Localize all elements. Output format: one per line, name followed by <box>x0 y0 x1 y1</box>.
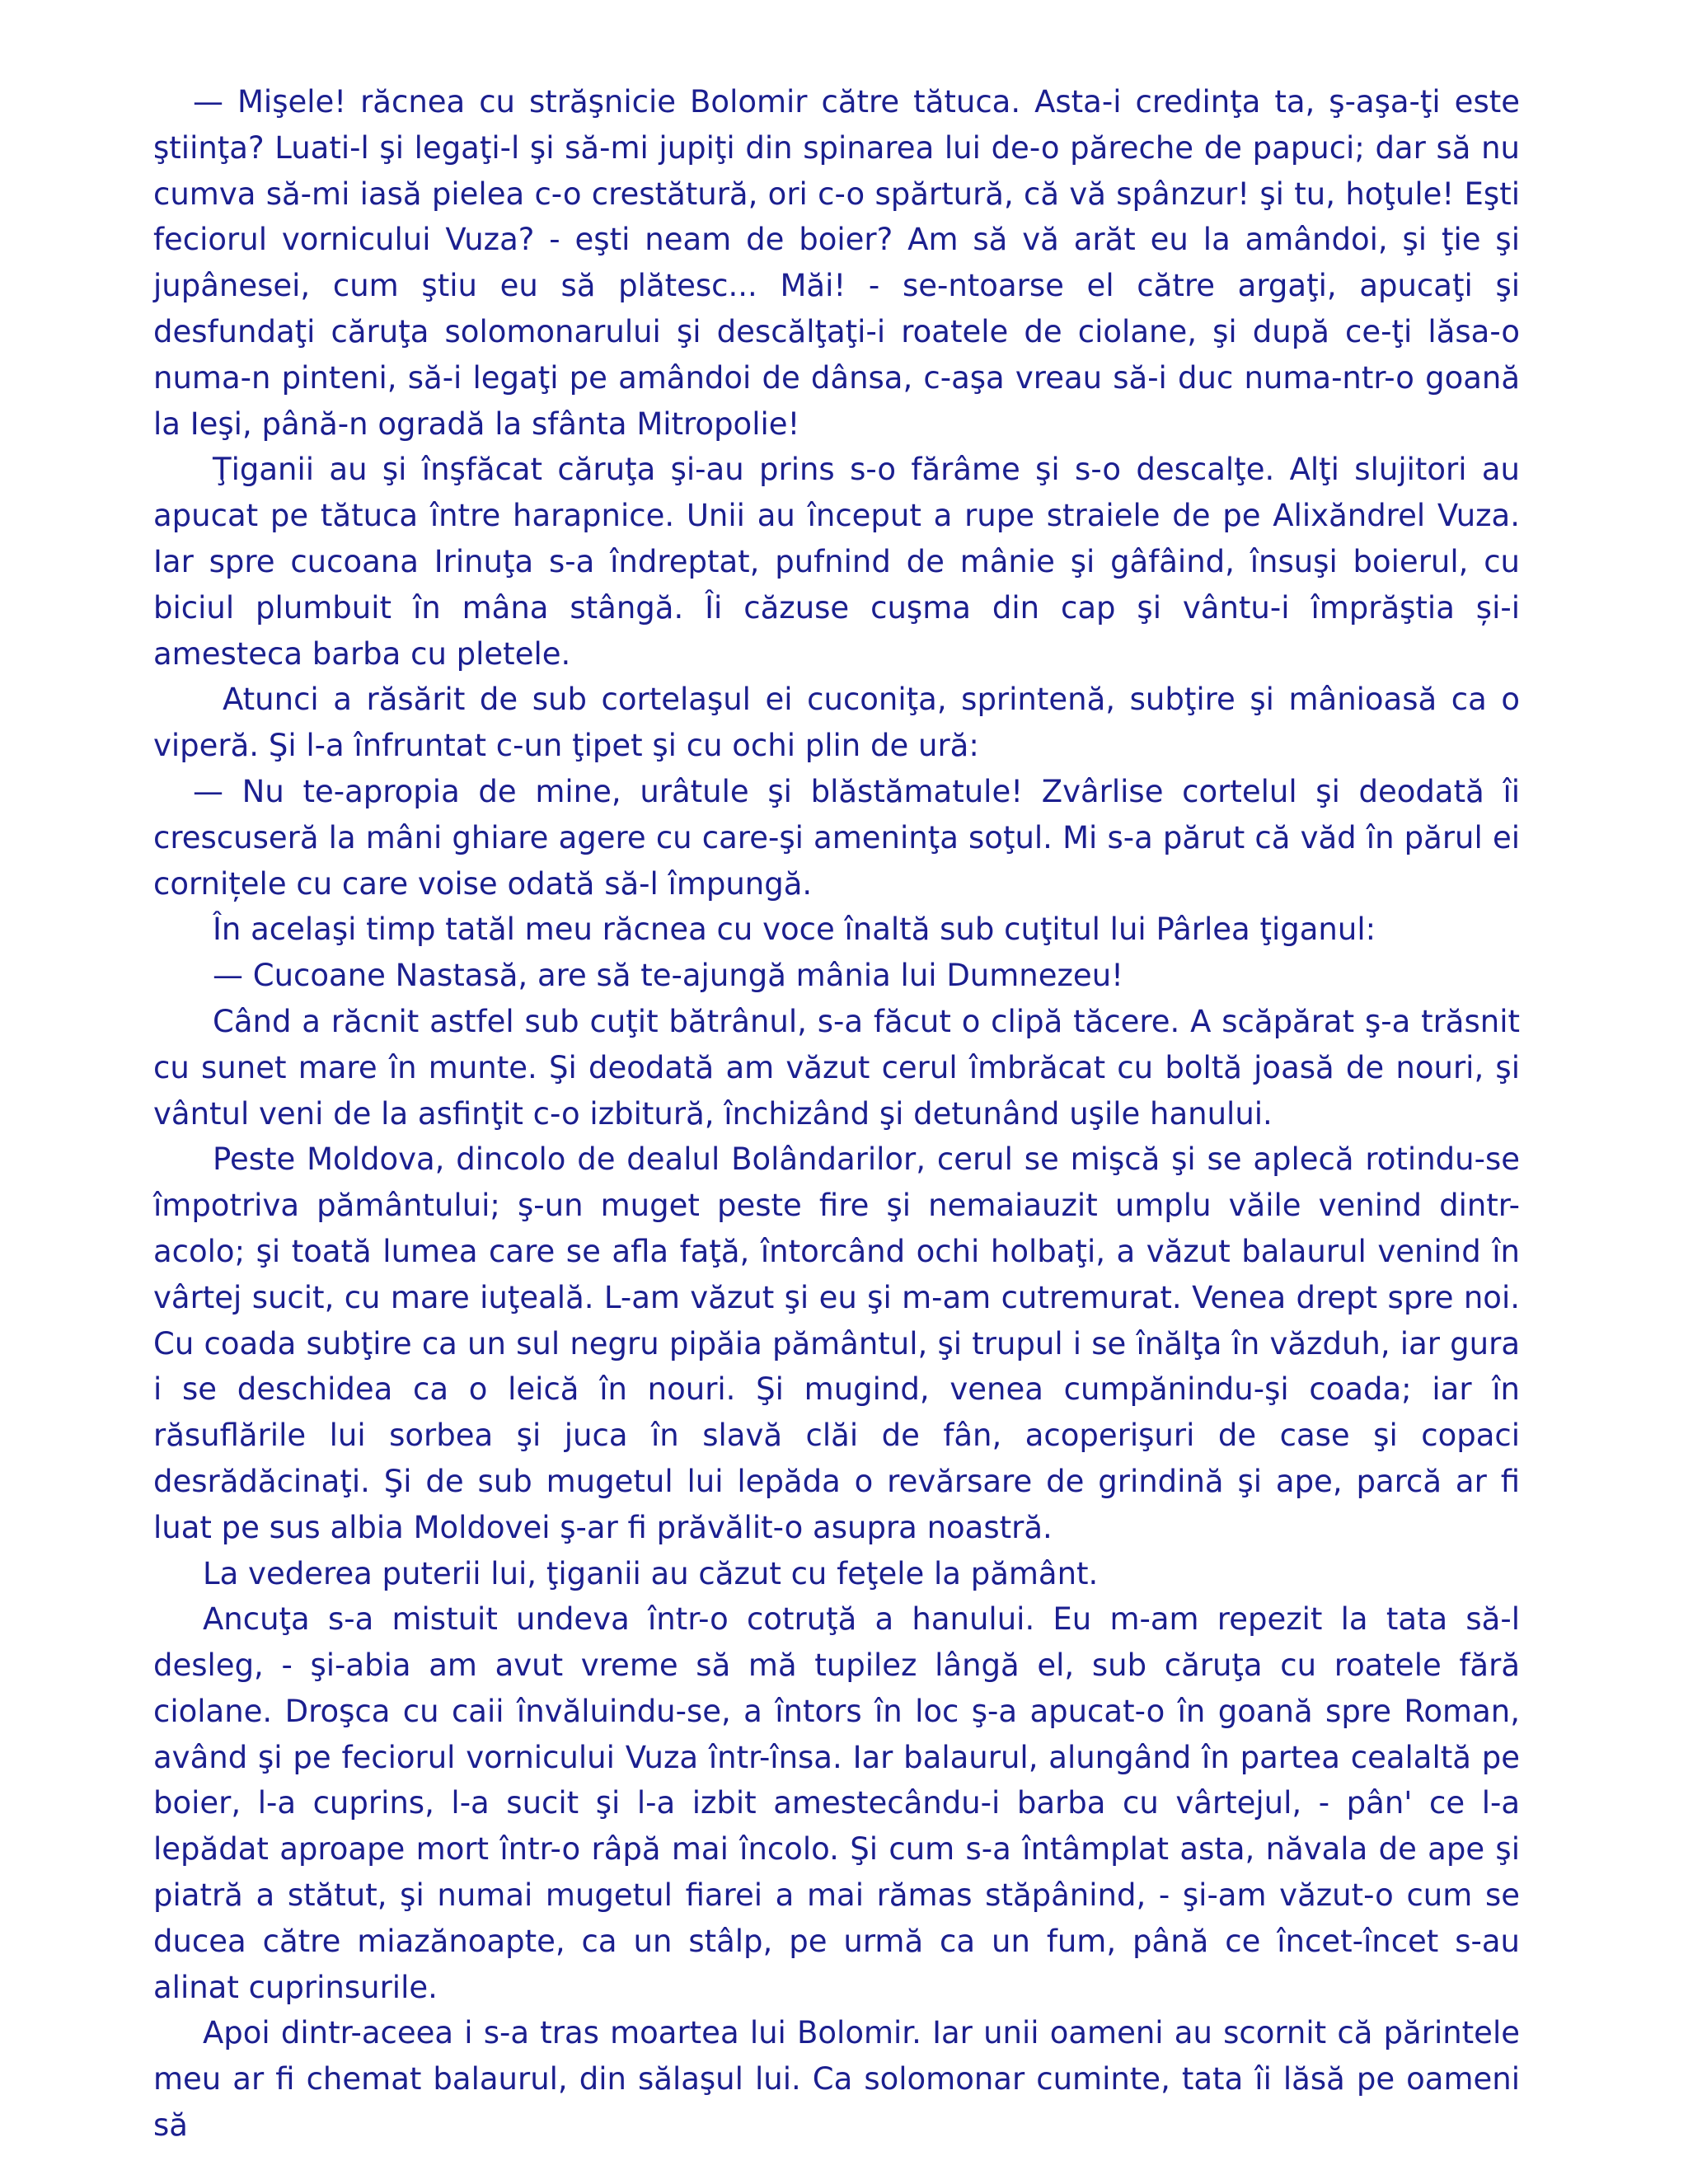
paragraph-lady-speech: — Nu te-apropia de mine, urâtule şi blăstămatule! Zvârlise cortelul şi deodată îi crescuseră la mâni ghiare agere cu care-şi ameninţa soţul. Mi s-a părut că văd în părul ei cornițele cu care voise odată să-l împungă. <box>153 773 1520 902</box>
paragraph-gypsies-fall: La vederea puterii lui, ţiganii au căzut cu feţele la pământ. <box>203 1555 1099 1591</box>
paragraph-bolomir-death: Apoi dintr-aceea i s-a tras moartea lui Bolomir. Iar unii oameni au scornit că părintele meu ar fi chemat balaurul, din sălaşul lui. Ca solomonar cuminte, tata îi lăsă pe oameni să <box>153 2015 1520 2144</box>
paragraph-silence-thunder: Când a răcnit astfel sub cuţit bătrânul, s-a făcut o clipă tăcere. A scăpărat ş-a trăsnit cu sunet mare în munte. Şi deodată am văzut cerul îmbrăcat cu boltă joasă de nouri, şi vântul veni de la asfinţit c-o izbitură, închizând şi detunând uşile hanului. <box>153 1003 1520 1132</box>
paragraph-dragon-arrives: Peste Moldova, dincolo de dealul Bolândarilor, cerul se mişcă şi se aplecă rotindu-se împotriva pământului; ş-un muget peste fire şi nemaiauzit umplu văile venind dintr-acolo; şi toată lumea care se afla faţă, întorcând ochi holbaţi, a văzut balaurul venind în vârtej sucit, cu mare iuţeală. L-am văzut şi eu şi m-am cutremurat. Venea drept spre noi. Cu coada subţire ca un sul negru pipăia pământul, şi trupul i se înălţa în văzduh, iar gura i se deschidea ca o leică în nouri. Şi mugind, venea cumpănindu-şi coada; iar în răsuflările lui sorbea şi juca în slavă clăi de fân, acoperişuri de case şi copaci desrădăcinaţi. Şi de sub mugetul lui lepăda o revărsare de grindină şi ape, parcă ar fi luat pe sus albia Moldovei ş-ar fi prăvălit-o asupra noastră. <box>153 1141 1520 1545</box>
paragraph-lady-rises: Atunci a răsărit de sub cortelaşul ei cuconiţa, sprintenă, subţire şi mânioasă ca o viperă. Şi l-a înfruntat c-un ţipet şi cu ochi plin de ură: <box>153 682 1520 764</box>
paragraph-bolomir-speech: — Mişele! răcnea cu străşnicie Bolomir către tătuca. Asta-i credinţa ta, ş-aşa-ţi este ştiinţa? Luati-l şi legaţi-l şi să-mi jupiţi din spinarea lui de-o păreche de papuci; dar să nu cumva să-mi iasă pielea c-o crestătură, ori c-o spărtură, că vă spânzur! şi tu, hoţule! Eşti feciorul vornicului Vuza? - eşti neam de boier? Am să vă arăt eu la amândoi, şi ţie şi jupânesei, cum ştiu eu să plătesc... Măi! - se-ntoarse el către argaţi, apucaţi şi desfundaţi căruţa solomonarului şi descălţaţi-i roatele de ciolane, şi după ce-ţi lăsa-o numa-n pinteni, să-i legaţi pe amândoi de dânsa, c-aşa vreau să-i duc numa-ntr-o goană la Ieşi, până-n ogradă la sfânta Mitropolie! <box>153 84 1520 442</box>
paragraph-ancuta-hides: Ancuţa s-a mistuit undeva într-o cotruţă a hanului. Eu m-am repezit la tata să-l desleg, - şi-abia am avut vreme să mă tupilez lângă el, sub căruţa cu roatele fără ciolane. Droşca cu caii învăluindu-se, a întors în loc ş-a apucat-o în goană spre Roman, având şi pe feciorul vornicului Vuza într-însa. Iar balaurul, alungând în partea cealaltă pe boier, l-a cuprins, l-a sucit şi l-a izbit amestecându-i barba cu vârtejul, - pân' ce l-a lepădat aproape mort într-o râpă mai încolo. Şi cum s-a întâmplat asta, năvala de ape şi piatră a stătut, şi numai mugetul fiarei a mai rămas stăpânind, - şi-am văzut-o cum se ducea către miazănoapte, ca un stâlp, pe urmă ca un fum, până ce încet-încet s-au alinat cuprinsurile. <box>153 1601 1520 2005</box>
paragraph-father-shouts: În acelaşi timp tatăl meu răcnea cu voce înaltă sub cuţitul lui Pârlea ţiganul: <box>213 912 1376 948</box>
paragraph-gypsies-seize-cart: Ţiganii au şi înşfăcat căruţa şi-au prins s-o fărâme şi s-o descalţe. Alţi slujitori au apucat pe tătuca între harapnice. Unii au început a rupe straiele de pe Alixăndrel Vuza. Iar spre cucoana Irinuţa s-a îndreptat, pufnind de mânie şi gâfâind, însuşi boierul, cu biciul plumbuit în mâna stângă. Îi căzuse cuşma din cap şi vântu-i împrăştia și-i amesteca barba cu pletele. <box>153 452 1520 672</box>
paragraph-father-curse: — Cucoane Nastasă, are să te-ajungă mânia lui Dumnezeu! <box>213 958 1123 994</box>
document-page <box>153 79 1520 2149</box>
